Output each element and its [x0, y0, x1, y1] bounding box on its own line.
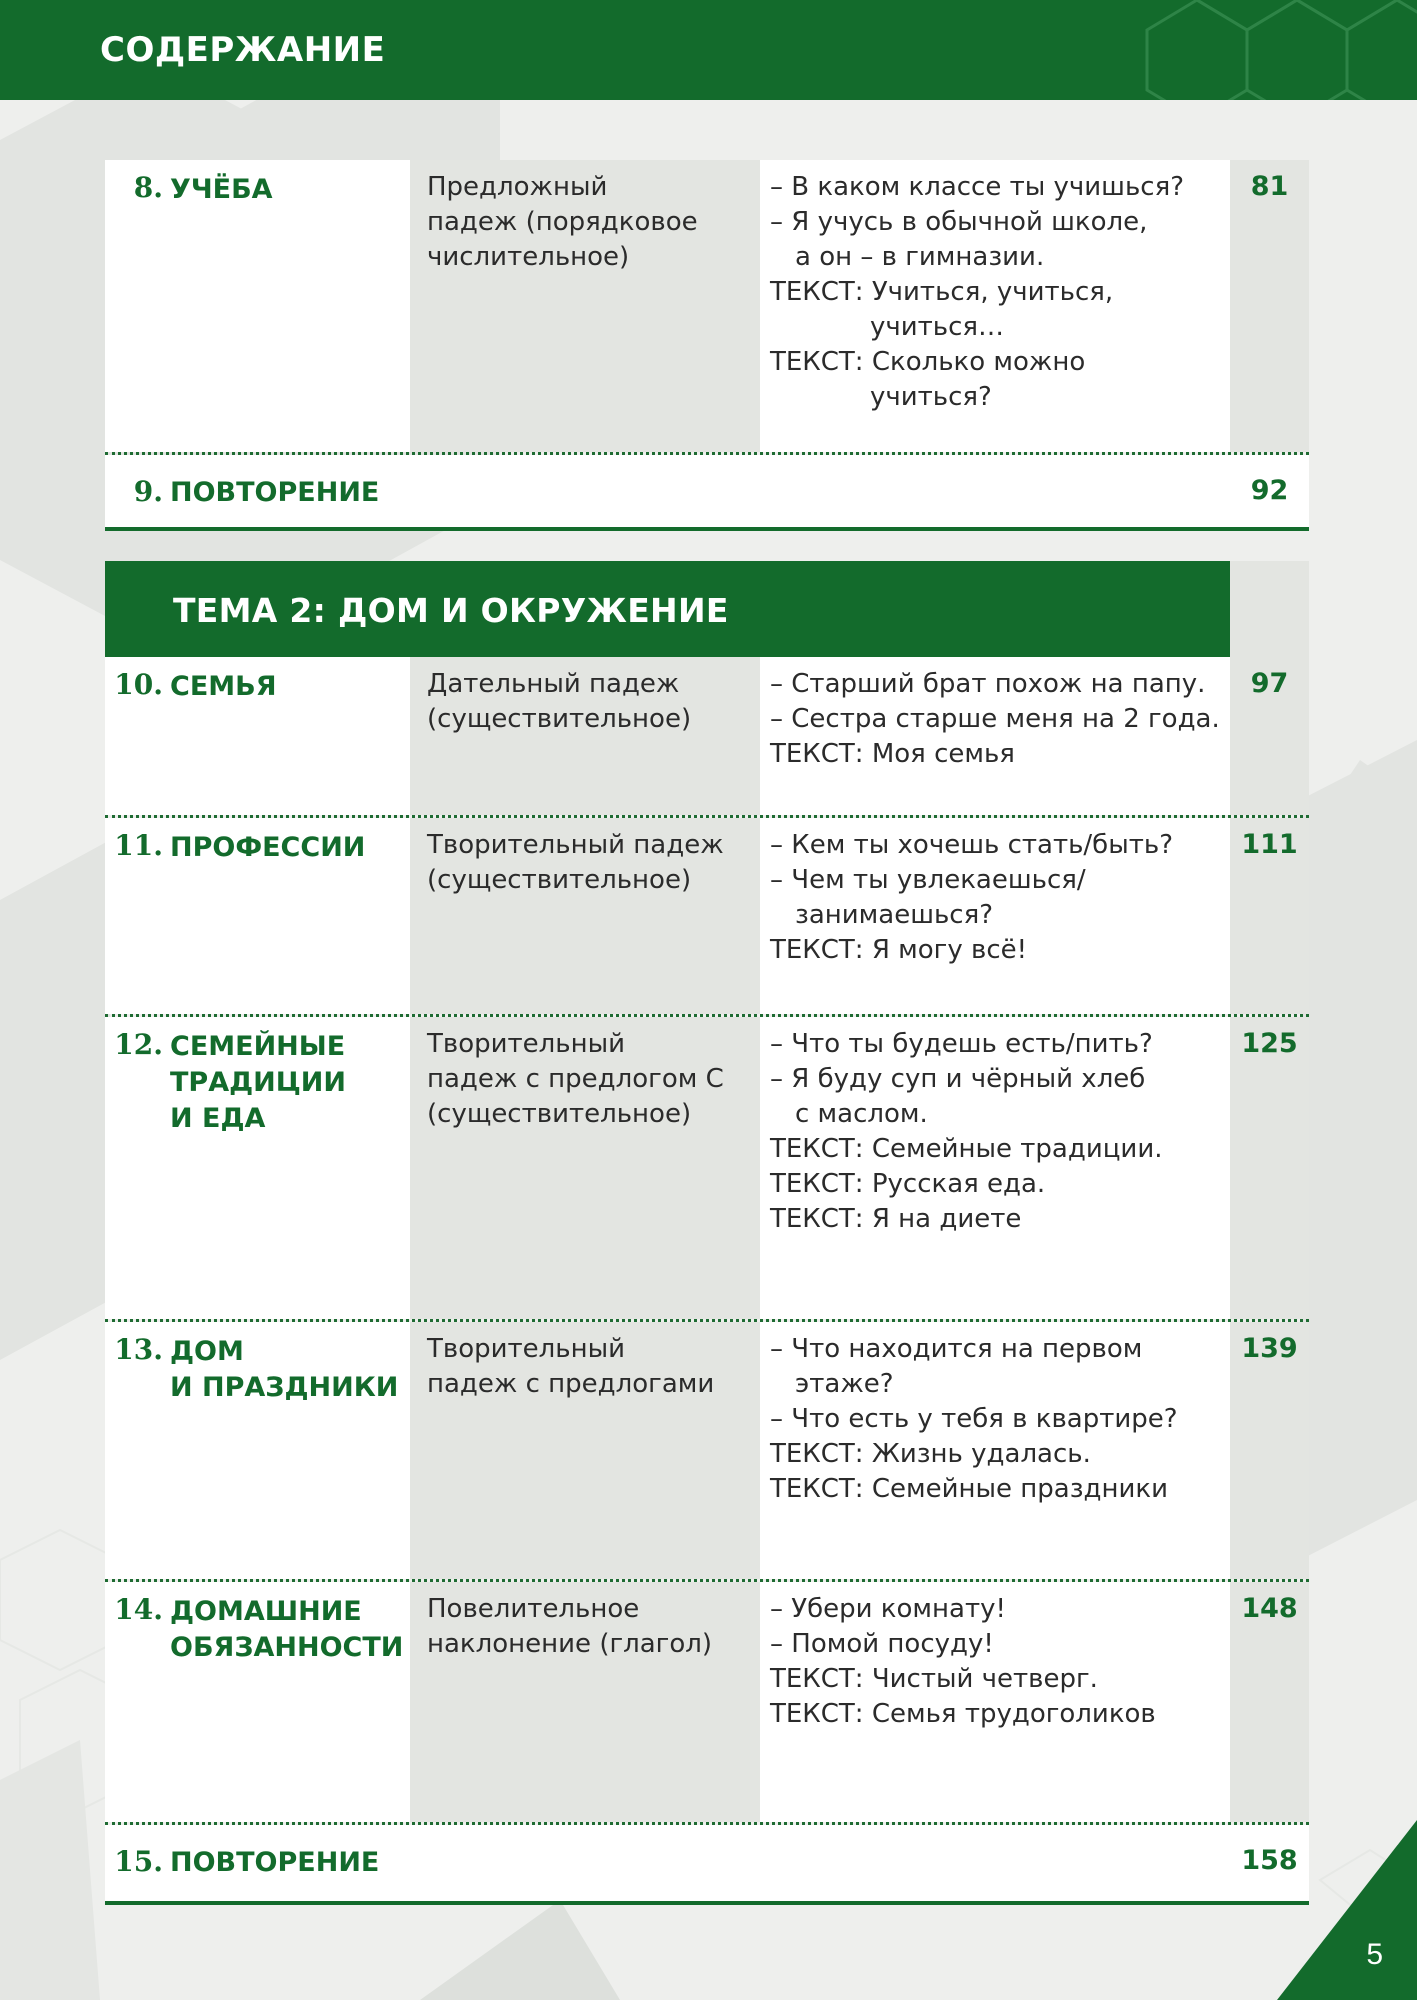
- lesson-number: 11.: [114, 829, 163, 862]
- grammar-line: (существительное): [427, 704, 692, 734]
- dialog-line: – Что есть у тебя в квартире?: [770, 1404, 1178, 1434]
- page-title: СОДЕРЖАНИЕ: [100, 30, 386, 70]
- grammar-line: (существительное): [427, 1099, 692, 1129]
- table-of-contents: [105, 160, 1309, 1905]
- grammar-topic: [427, 170, 757, 275]
- dialog-line: – Я буду суп и чёрный хлеб: [770, 1064, 1146, 1094]
- dialog-line: этаже?: [795, 1369, 894, 1399]
- lesson-title[interactable]: [170, 172, 408, 208]
- lesson-title[interactable]: [170, 830, 408, 866]
- dialog-line: ТЕКСТ: Чистый четверг.: [770, 1664, 1098, 1694]
- dialog-examples: [770, 1592, 1230, 1732]
- lesson-title-line: УЧЁБА: [170, 174, 273, 205]
- dialog-line: – Я учусь в обычной школе,: [770, 207, 1148, 237]
- dialog-examples: [770, 667, 1230, 772]
- dialog-line: – Старший брат похож на папу.: [770, 669, 1206, 699]
- lesson-title-line: ТРАДИЦИИ: [170, 1067, 346, 1098]
- dialog-line: учиться…: [870, 312, 1005, 342]
- dialog-line: а он – в гимназии.: [795, 242, 1045, 272]
- dialog-line: ТЕКСТ: Я на диете: [770, 1204, 1022, 1234]
- lesson-number: 8.: [133, 171, 163, 204]
- lesson-title-line: И ПРАЗДНИКИ: [170, 1372, 399, 1403]
- dialog-line: – В каком классе ты учишься?: [770, 172, 1185, 202]
- dialog-line: ТЕКСТ: Русская еда.: [770, 1169, 1046, 1199]
- lesson-title-line: ОБЯЗАННОСТИ: [170, 1632, 404, 1663]
- grammar-line: Повелительное: [427, 1594, 640, 1624]
- grammar-line: (существительное): [427, 865, 692, 895]
- toc-row-lesson-15[interactable]: [105, 1825, 1309, 1905]
- page-cell: [1230, 160, 1309, 452]
- lesson-number: 14.: [114, 1593, 163, 1626]
- theme-bar: [105, 561, 1230, 657]
- dialog-line: – Помой посуду!: [770, 1629, 994, 1659]
- toc-row-lesson-11[interactable]: [105, 818, 1309, 1017]
- lesson-title-line: СЕМЕЙНЫЕ: [170, 1031, 346, 1062]
- lesson-number: 12.: [114, 1028, 163, 1061]
- grammar-topic: [427, 1332, 757, 1402]
- page-number-link[interactable]: 158: [1241, 1845, 1298, 1876]
- dialog-examples: [770, 828, 1230, 968]
- lesson-number: 10.: [114, 668, 163, 701]
- page-number-link[interactable]: 139: [1241, 1333, 1298, 1364]
- grammar-topic: [427, 1027, 757, 1132]
- dialog-line: ТЕКСТ: Я могу всё!: [770, 935, 1028, 965]
- dialog-line: ТЕКСТ: Семейные традиции.: [770, 1134, 1163, 1164]
- lesson-title[interactable]: [170, 1594, 408, 1666]
- dialog-line: с маслом.: [795, 1099, 928, 1129]
- lesson-title-line: И ЕДА: [170, 1103, 266, 1134]
- page-cell: [1230, 561, 1309, 657]
- header-bar: [0, 0, 1417, 100]
- grammar-line: Дательный падеж: [427, 669, 680, 699]
- grammar-topic: [427, 1592, 757, 1662]
- grammar-line: падеж с предлогом С: [427, 1064, 724, 1094]
- dialog-line: – Что находится на первом: [770, 1334, 1143, 1364]
- grammar-topic: [427, 667, 757, 737]
- toc-row-lesson-12[interactable]: [105, 1017, 1309, 1322]
- dialog-line: ТЕКСТ: Жизнь удалась.: [770, 1439, 1091, 1469]
- page-cell: [1230, 1017, 1309, 1319]
- theme-title: ТЕМА 2: ДОМ И ОКРУЖЕНИЕ: [173, 591, 729, 630]
- dialog-line: ТЕКСТ: Семья трудоголиков: [770, 1699, 1156, 1729]
- dialog-line: ТЕКСТ: Семейные праздники: [770, 1474, 1169, 1504]
- grammar-topic: [427, 828, 757, 898]
- dialog-line: занимаешься?: [795, 900, 994, 930]
- page-number: 5: [1366, 1938, 1383, 1971]
- page-number-link[interactable]: 81: [1250, 171, 1289, 202]
- lesson-title[interactable]: ПОВТОРЕНИЕ: [170, 1847, 380, 1878]
- toc-row-lesson-14[interactable]: [105, 1582, 1309, 1825]
- lesson-title-line: ДОМАШНИЕ: [170, 1596, 362, 1627]
- dialog-line: – Что ты будешь есть/пить?: [770, 1029, 1153, 1059]
- lesson-title[interactable]: [170, 1334, 408, 1406]
- grammar-line: числительное): [427, 242, 630, 272]
- lesson-number: 15.: [114, 1845, 163, 1878]
- grammar-line: Творительный падеж: [427, 830, 724, 860]
- dialog-line: – Кем ты хочешь стать/быть?: [770, 830, 1173, 860]
- lesson-title[interactable]: ПОВТОРЕНИЕ: [170, 477, 380, 508]
- grammar-line: Предложный: [427, 172, 608, 202]
- dialog-line: ТЕКСТ: Сколько можно: [770, 347, 1086, 377]
- grammar-line: Творительный: [427, 1029, 626, 1059]
- grammar-line: Творительный: [427, 1334, 626, 1364]
- toc-row-lesson-13[interactable]: [105, 1322, 1309, 1582]
- theme-header: [105, 561, 1309, 657]
- dialog-line: – Сестра старше меня на 2 года.: [770, 704, 1220, 734]
- page-number-link[interactable]: 125: [1241, 1028, 1298, 1059]
- page-number-link[interactable]: 97: [1250, 668, 1289, 699]
- grammar-line: падеж с предлогами: [427, 1369, 715, 1399]
- page-number-link[interactable]: 92: [1250, 475, 1289, 506]
- dialog-line: – Убери комнату!: [770, 1594, 1006, 1624]
- dialog-line: ТЕКСТ: Учиться, учиться,: [770, 277, 1114, 307]
- toc-row-lesson-8[interactable]: [105, 160, 1309, 455]
- dialog-examples: [770, 170, 1230, 415]
- grammar-line: падеж (порядковое: [427, 207, 698, 237]
- grammar-line: наклонение (глагол): [427, 1629, 712, 1659]
- lesson-number: 9.: [133, 475, 163, 508]
- dialog-examples: [770, 1332, 1230, 1507]
- lesson-title-line: ДОМ: [170, 1336, 244, 1367]
- dialog-line: ТЕКСТ: Моя семья: [770, 739, 1015, 769]
- header-hexagon-decoration: [1117, 0, 1417, 100]
- lesson-title-line: ПРОФЕССИИ: [170, 832, 366, 863]
- page-number-link[interactable]: 148: [1241, 1593, 1298, 1624]
- page-number-link[interactable]: 111: [1241, 829, 1298, 860]
- lesson-title[interactable]: [170, 1029, 408, 1137]
- lesson-title[interactable]: [170, 669, 408, 705]
- dialog-line: учиться?: [870, 382, 992, 412]
- lesson-title-line: СЕМЬЯ: [170, 671, 277, 702]
- dialog-examples: [770, 1027, 1230, 1237]
- toc-row-lesson-10[interactable]: [105, 657, 1309, 818]
- toc-row-lesson-9[interactable]: [105, 455, 1309, 531]
- dialog-line: – Чем ты увлекаешься/: [770, 865, 1086, 895]
- lesson-number: 13.: [114, 1333, 163, 1366]
